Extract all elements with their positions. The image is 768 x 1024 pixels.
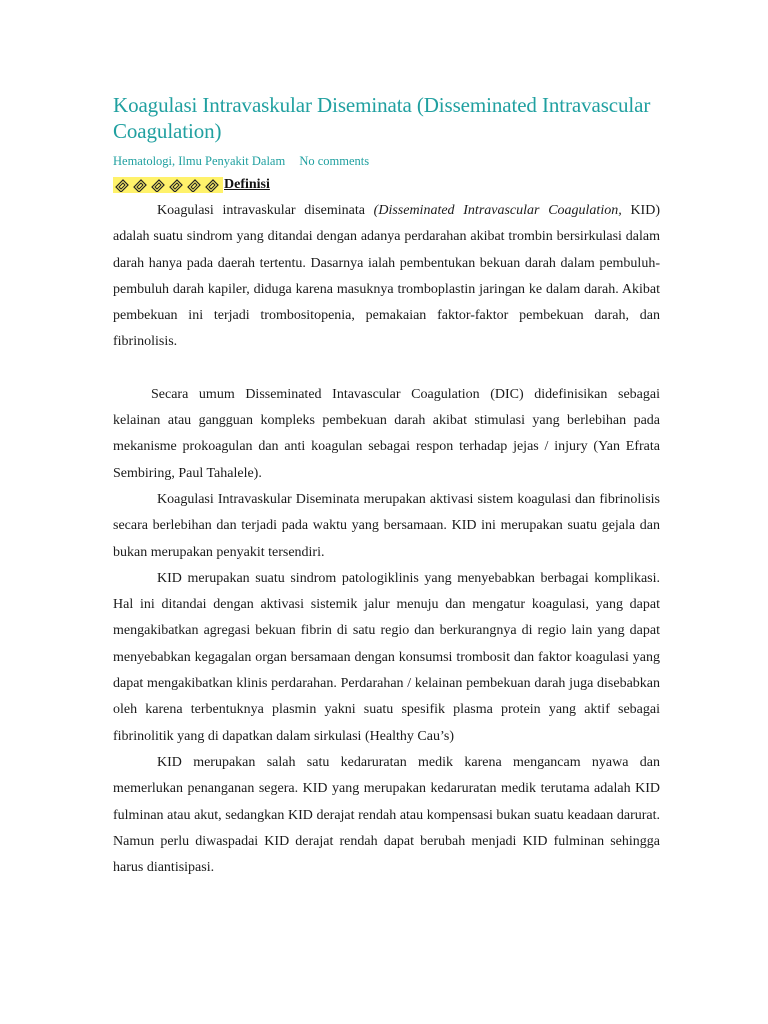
paragraph-2: Secara umum Disseminated Intavascular Coagulation (DIC) didefinisikan sebagai kelainan atau gangguan kompleks pembekuan darah akibat stimulasi yang berlebihan pada mekanisme prokoagulan dan anti koagulan sebagai respon terhadap jejas / injury (Yan Efrata Sembiring, Paul Tahalele). (113, 386, 660, 481)
comments-link[interactable]: No comments (299, 154, 370, 168)
paragraph-3: Koagulasi Intravaskular Diseminata merupakan aktivasi sistem koagulasi dan fibrinolisis secara berlebihan dan terjadi pada waktu yang bersamaan. KID ini merupakan suatu gejala dan bukan merupakan penyakit tersendiri. (113, 491, 660, 560)
article-body (113, 198, 660, 881)
category-links[interactable]: Hematologi, Ilmu Penyakit Dalam (113, 154, 286, 168)
article-title: Koagulasi Intravaskular Diseminata (Disseminated Intravascular Coagulation) (113, 93, 651, 143)
diamond-bullet-icon (204, 178, 220, 192)
section-heading: Definisi (224, 177, 270, 192)
paragraph-1-lead: Koagulasi intravaskular diseminata (157, 203, 374, 218)
paragraph-4: KID merupakan suatu sindrom patologiklinis yang menyebabkan berbagai komplikasi. Hal ini ditandai dengan aktivasi sistemik jalur menuju dan mengatur koagulasi, yang dapat mengakibatkan agregasi bekuan fibrin di satu regio dan berkurangnya di regio lain yang dapat menyebabkan kegagalan organ bersamaan dengan konsumsi trombosit dan faktor koagulasi yang dapat mengakibatkan klinis perdarahan. Perdarahan / kelainan pembekuan darah juga disebabkan oleh karena terbentuknya plasmin yakni suatu spesifik plasma protein yang aktif sebagai fibrinolitik yang di dapatkan dalam sirkulasi (Healthy Cau’s) (113, 570, 660, 744)
diamond-bullet-icon (114, 178, 130, 192)
paragraph-1-italic: (Disseminated Intravascular Coagulation, (373, 203, 622, 218)
diamond-bullet-icon (150, 178, 166, 192)
diamond-bullet-icon (132, 178, 148, 192)
paragraph-1-rest: KID) adalah suatu sindrom yang ditandai dengan adanya perdarahan akibat trombin bersirkulasi dalam darah hanya pada daerah tertentu. Dasarnya ialah pembentukan bekuan darah dalam pembuluh-pembuluh darah kapiler, diduga karena masuknya tromboplastin jaringan ke dalam darah. Akibat pembekuan ini terjadi trombositopenia, pemakaian faktor-faktor pembekuan darah, dan fibrinolisis. (113, 203, 660, 350)
section-heading-row (113, 176, 660, 194)
diamond-bullet-icon (168, 178, 184, 192)
bullet-strip (113, 177, 223, 193)
paragraph-5: KID merupakan salah satu kedaruratan medik karena mengancam nyawa dan memerlukan penanganan segera. KID yang merupakan kedaruratan medik terutama adalah KID fulminan atau akut, sedangkan KID derajat rendah atau kompensasi bukan suatu keadaan darurat. Namun perlu diwaspadai KID derajat rendah dapat berubah menjadi KID fulminan sehingga harus diantisipasi. (113, 754, 660, 876)
paragraph-1 (113, 198, 660, 356)
article-meta (113, 153, 660, 169)
diamond-bullet-icon (186, 178, 202, 192)
